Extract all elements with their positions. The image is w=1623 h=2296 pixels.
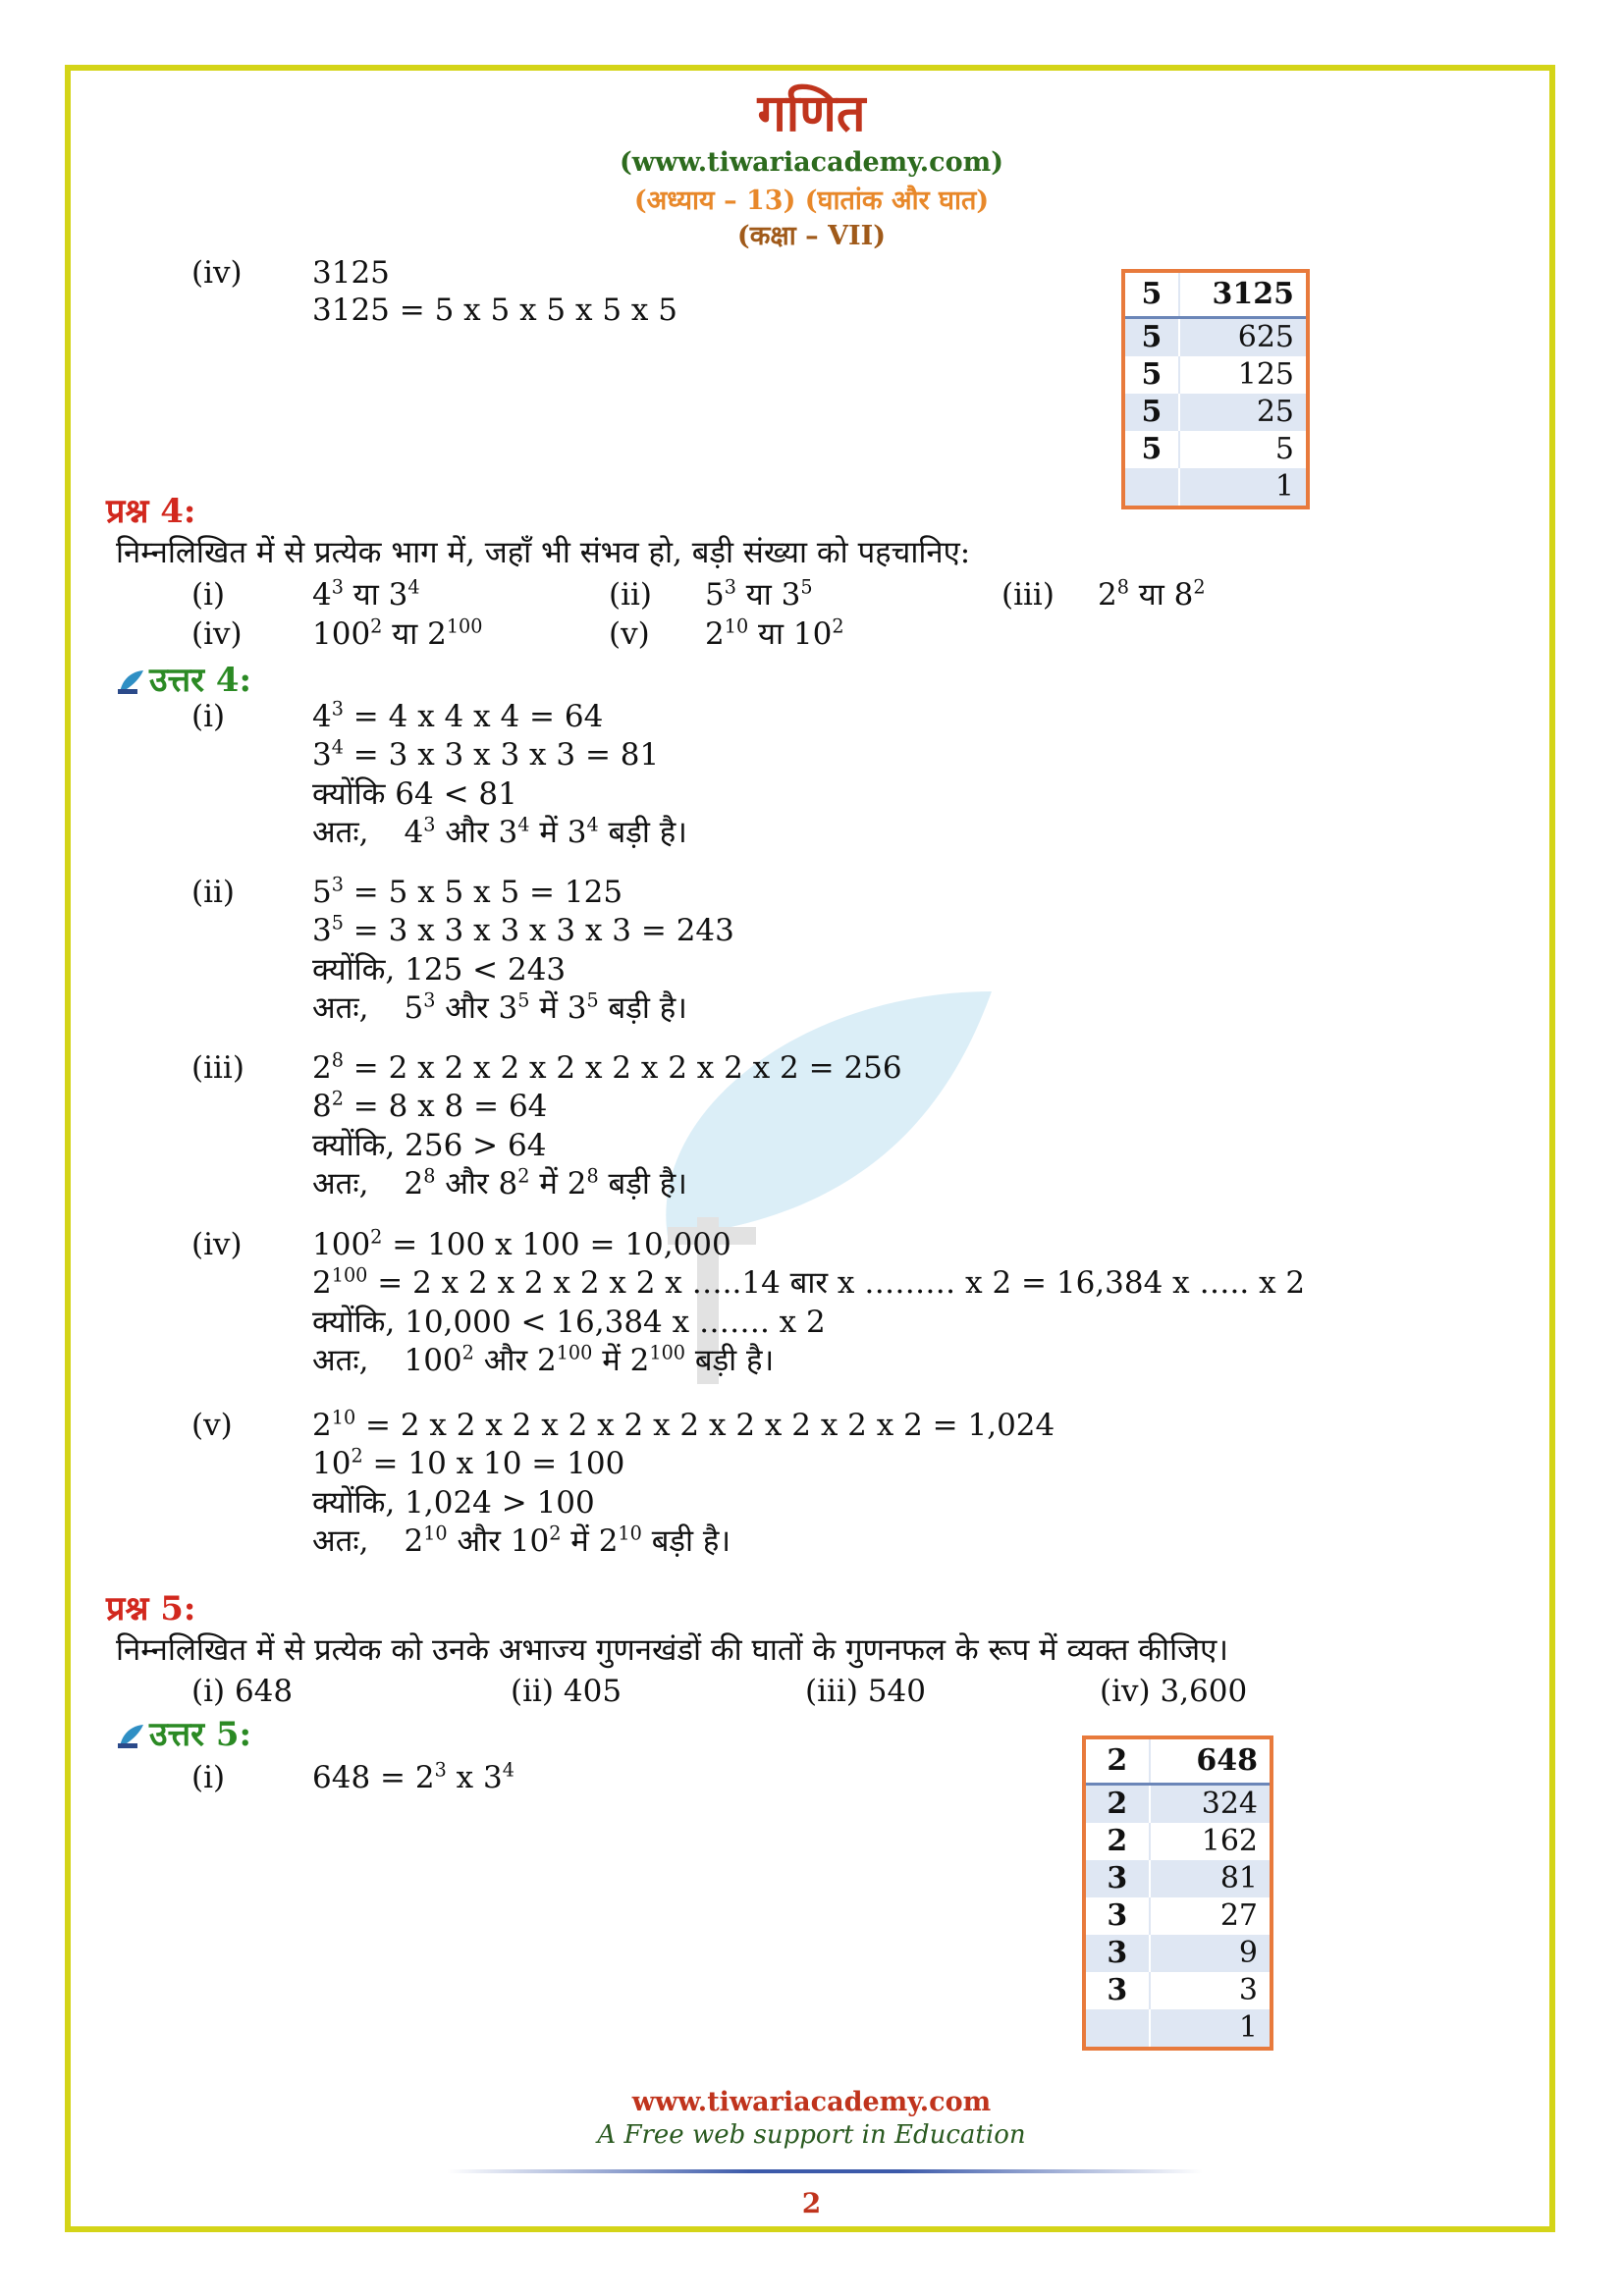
a4-because: क्योंकि 64 < 81 [312,776,517,812]
a4-line-1: $4^3 = 4$ x 4 x 4 = 64 [312,697,604,734]
quill-icon [116,1722,145,1751]
quotient-cell: 1 [1150,2009,1272,2049]
divisor-cell: 2 [1084,1785,1150,1824]
factor-row [1084,1785,1271,1824]
footer-site[interactable]: www.tiwariacademy.com [631,2087,992,2117]
divisor-cell: 5 [1123,271,1179,318]
a4-line-2: $3^4 = 3$ x 3 x 3 x 3 = 81 [312,735,660,773]
a4-line-2: $2^{100} = 2$ x 2 x 2 x 2 x 2 x …..14 बार x ……… x 2 = 16,384 x ….. x 2 [312,1263,1306,1301]
factor-row [1123,431,1308,468]
a4-line-2: $10^2 = 10$ x 10 = 100 [312,1444,625,1481]
a4-part-label: (iv) [191,1227,243,1262]
q4-option-label: (ii) [609,577,653,613]
divisor-cell: 3 [1084,1897,1150,1935]
a4-because: क्योंकि, 256 > 64 [312,1128,547,1163]
footer-tagline: A Free web support in Education [597,2120,1026,2150]
factor-row [1084,1860,1271,1897]
divisor-cell [1123,468,1179,507]
a4-because: क्योंकि, 10,000 < 16,384 x ……. x 2 [312,1305,826,1340]
chapter-title: (अध्याय – 13) (घातांक और घात) [633,186,990,216]
a4-because: क्योंकि, 125 < 243 [312,952,567,988]
q4-option-label: (iv) [191,616,243,652]
a4-line-1: $5^3 = 5$ x 5 x 5 = 125 [312,873,623,910]
divisor-cell: 5 [1123,318,1179,357]
a5-part-label: (i) [191,1760,226,1795]
header-site: (www.tiwariacademy.com) [620,147,1003,178]
factor-row [1123,394,1308,431]
factor-row [1084,1737,1271,1785]
page-title: गणित [757,83,866,143]
question-4-heading: प्रश्न 4: [106,492,196,531]
factor-row [1123,468,1308,507]
divisor-cell: 5 [1123,356,1179,394]
quotient-cell: 125 [1237,357,1294,392]
a4-conclusion: अतः, $2^{10}$ और $10^2$ में $2^{10}$ बड़ी है। [312,1522,731,1559]
q5-option: (iv) 3,600 [1100,1674,1248,1709]
quotient-cell: 324 [1150,1785,1272,1824]
a4-because: क्योंकि, 1,024 > 100 [312,1485,595,1521]
divisor-cell: 3 [1084,1935,1150,1972]
divisor-cell: 2 [1084,1737,1150,1785]
a4-part-label: (v) [191,1408,233,1443]
quotient-cell: 3 [1238,1973,1258,2007]
q4-option: $100^2$ या $2^{100}$ [312,614,483,652]
factor-row [1123,356,1308,394]
a4-conclusion: अतः, $5^3$ और $3^5$ में $3^5$ बड़ी है। [312,988,687,1026]
factor-row [1084,1935,1271,1972]
a4-line-1: $100^2 = 100$ x 100 = 10,000 [312,1225,731,1262]
a4-part-label: (ii) [191,875,236,910]
a4-line-2: $3^5 = 3$ x 3 x 3 x 3 x 3 = 243 [312,911,734,948]
answer-5-heading: उत्तर 5: [116,1710,251,1755]
a4-part-label: (i) [191,699,226,734]
question-5-heading: प्रश्न 5: [106,1589,196,1629]
q4-option: $2^{10}$ या $10^2$ [705,614,844,652]
quill-icon [116,667,145,697]
quotient-cell: 625 [1179,318,1308,357]
divisor-cell: 5 [1123,394,1179,431]
a4-line-1: $2^8 = 2$ x 2 x 2 x 2 x 2 x 2 x 2 x 2 = 256 [312,1048,902,1086]
factor-row [1123,318,1308,357]
factor-row [1084,1823,1271,1860]
factor-row [1084,1897,1271,1935]
a4-line-2: $8^2 = 8$ x 8 = 64 [312,1087,548,1124]
a4-conclusion: अतः, $2^8$ और $8^2$ में $2^8$ बड़ी है। [312,1164,687,1201]
q5-option: (iii) 540 [805,1674,926,1709]
divisor-cell: 3 [1084,1972,1150,2009]
q5-option: (i) 648 [191,1674,294,1709]
page-number: 2 [801,2187,822,2219]
a4-conclusion: अतः, $4^3$ और $3^4$ में $3^4$ बड़ी है। [312,813,687,850]
divisor-cell: 5 [1123,431,1179,468]
a4-line-1: $2^{10} = 2$ x 2 x 2 x 2 x 2 x 2 x 2 x 2 x 2 x 2 = 1,024 [312,1406,1055,1443]
prev-expansion: 3125 = 5 x 5 x 5 x 5 x 5 [312,293,677,328]
question-4-text: निम्नलिखित में से प्रत्येक भाग में, जहाँ भी संभव हो, बड़ी संख्या को पहचानिए: [116,535,971,570]
divisor-cell: 2 [1084,1823,1150,1860]
factor-row [1084,2009,1271,2049]
quotient-cell: 1 [1179,468,1308,507]
quotient-cell: 648 [1150,1737,1272,1785]
footer-divider [447,2169,1203,2173]
factor-row [1084,1972,1271,2009]
quotient-cell: 81 [1150,1860,1272,1897]
prev-value: 3125 [312,255,390,291]
q4-option-label: (iii) [1001,577,1055,613]
q5-option: (ii) 405 [511,1674,622,1709]
a5-expression: $648 = 2^3$ x $3^4$ [312,1758,514,1795]
a4-conclusion: अतः, $100^2$ और $2^{100}$ में $2^{100}$ बड़ी है। [312,1341,775,1378]
question-5-text: निम्नलिखित में से प्रत्येक को उनके अभाज्य गुणनखंडों की घातों के गुणनफल के रूप में व्यक्त कीजिए। [116,1632,1229,1668]
quotient-cell: 9 [1150,1935,1272,1972]
factor-table-3125 [1121,269,1310,509]
quotient-cell: 5 [1274,432,1294,466]
factor-row [1123,271,1308,318]
factor-table-648 [1082,1735,1273,2051]
quotient-cell: 27 [1219,1898,1258,1933]
a4-part-label: (iii) [191,1050,244,1086]
divisor-cell: 3 [1084,1860,1150,1897]
prev-part-label: (iv) [191,255,243,291]
quotient-cell: 162 [1201,1824,1258,1858]
q4-option: $4^3$ या $3^4$ [312,575,420,613]
class-label: (कक्षा – VII) [736,221,887,251]
answer-4-heading: उत्तर 4: [116,656,251,701]
quotient-cell: 25 [1179,394,1308,431]
quotient-cell: 3125 [1179,271,1308,318]
divisor-cell [1084,2009,1150,2049]
q4-option: $2^8$ या $8^2$ [1098,575,1206,613]
q4-option-label: (v) [609,616,650,652]
q4-option-label: (i) [191,577,226,613]
q4-option: $5^3$ या $3^5$ [705,575,813,613]
